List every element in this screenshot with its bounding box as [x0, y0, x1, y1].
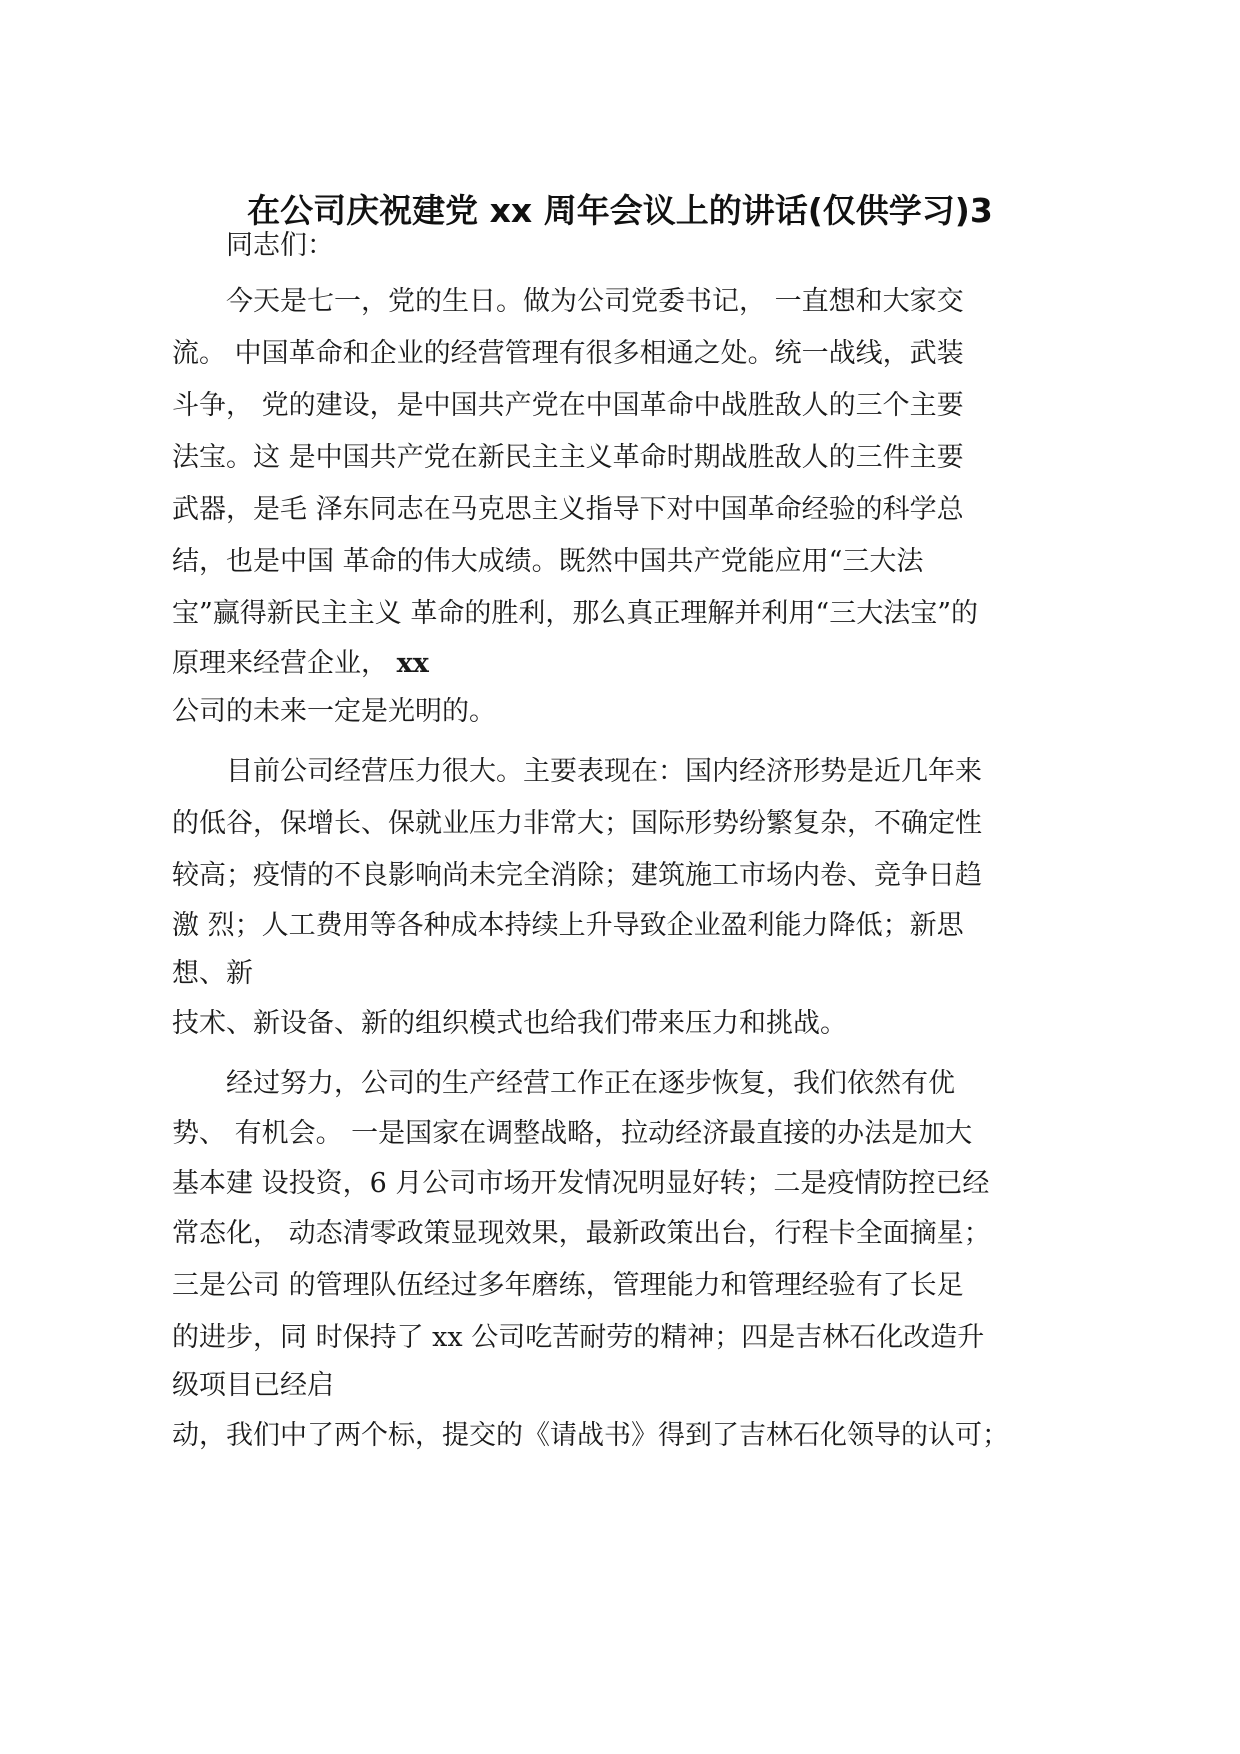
paragraph-1-line-1: 今天是七一，党的生日。做为公司党委书记， 一直想和大家交 [226, 286, 964, 317]
paragraph-3-line-8: 动，我们中了两个标，提交的《请战书》得到了吉林石化领导的认可； [172, 1420, 1009, 1451]
paragraph-3-line-5: 三是公司 的管理队伍经过多年磨练，管理能力和管理经验有了长足 [172, 1270, 964, 1301]
paragraph-3-line-7: 级项目已经启 [172, 1370, 334, 1401]
paragraph-1-line-5: 武器，是毛 泽东同志在马克思主义指导下对中国革命经验的科学总 [172, 494, 964, 525]
paragraph-1-line-4: 法宝。这 是中国共产党在新民主主义革命时期战胜敌人的三件主要 [172, 442, 964, 473]
company-placeholder: xx [396, 648, 429, 679]
paragraph-1-line-8-text: 原理来经营企业， [172, 648, 397, 679]
paragraph-2-line-5: 想、新 [172, 958, 253, 989]
paragraph-2-line-1: 目前公司经营压力很大。主要表现在：国内经济形势是近几年来 [226, 756, 982, 787]
document-title: 在公司庆祝建党 xx 周年会议上的讲话(仅供学习)3 [247, 191, 993, 230]
paragraph-1-line-7: 宝”赢得新民主主义 革命的胜利，那么真正理解并利用“三大法宝”的 [172, 598, 978, 629]
paragraph-1-line-8 [172, 644, 429, 684]
paragraph-2-line-3: 较高；疫情的不良影响尚未完全消除；建筑施工市场内卷、竞争日趋 [172, 860, 982, 891]
salutation: 同志们： [226, 230, 334, 261]
paragraph-3-line-1: 经过努力，公司的生产经营工作正在逐步恢复，我们依然有优 [226, 1068, 955, 1099]
paragraph-1-line-2: 流。 中国革命和企业的经营管理有很多相通之处。统一战线，武装 [172, 338, 964, 369]
paragraph-2-line-2: 的低谷，保增长、保就业压力非常大；国际形势纷繁复杂，不确定性 [172, 808, 982, 839]
paragraph-1-line-3: 斗争， 党的建设，是中国共产党在中国革命中战胜敌人的三个主要 [172, 390, 964, 421]
paragraph-1-line-6: 结，也是中国 革命的伟大成绩。既然中国共产党能应用“三大法 [172, 546, 924, 577]
paragraph-3-line-2: 势、 有机会。 一是国家在调整战略，拉动经济最直接的办法是加大 [172, 1118, 973, 1149]
paragraph-1-line-9: 公司的未来一定是光明的。 [172, 696, 496, 727]
paragraph-2-line-6: 技术、新设备、新的组织模式也给我们带来压力和挑战。 [172, 1008, 847, 1039]
paragraph-2-line-4: 激 烈；人工费用等各种成本持续上升导致企业盈利能力降低；新思 [172, 910, 964, 941]
paragraph-3-line-6: 的进步，同 时保持了 xx 公司吃苦耐劳的精神；四是吉林石化改造升 [172, 1322, 985, 1353]
paragraph-3-line-4: 常态化， 动态清零政策显现效果，最新政策出台，行程卡全面摘星； [172, 1218, 991, 1249]
paragraph-3-line-3: 基本建 设投资，6 月公司市场开发情况明显好转；二是疫情防控已经 [172, 1168, 990, 1199]
